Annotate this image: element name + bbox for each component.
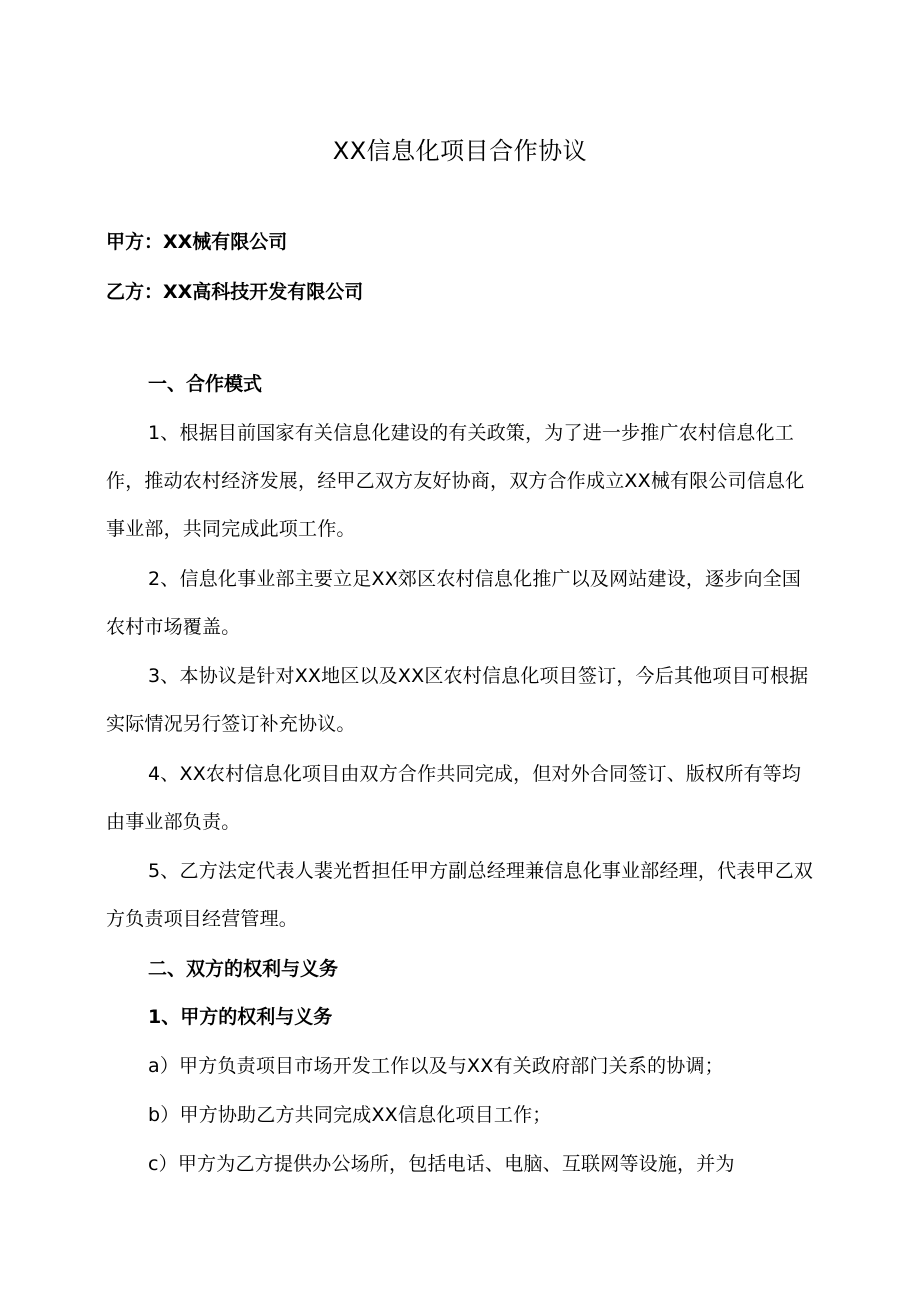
section-1-heading: 一、合作模式	[148, 373, 263, 395]
section-1-paragraph-1: 1、根据目前国家有关信息化建设的有关政策，为了进一步推广农村信息化工作，推动农村经济发展，经甲乙双方友好协商，双方合作成立XX械有限公司信息化事业部，共同完成此项工作。	[106, 422, 805, 540]
obligation-item-b: b）甲方协助乙方共同完成XX信息化项目工作；	[148, 1104, 552, 1126]
party-a: 甲方：XX械有限公司	[106, 231, 288, 253]
section-1-paragraph-3: 3、本协议是针对XX地区以及XX区农村信息化项目签订，今后其他项目可根据实际情况另行签订补充协议。	[106, 665, 809, 735]
section-1-paragraph-2: 2、信息化事业部主要立足XX郊区农村信息化推广以及网站建设，逐步向全国农村市场覆盖。	[106, 568, 802, 638]
obligation-item-c: c）甲方为乙方提供办公场所，包括电话、电脑、互联网等设施，并为	[148, 1153, 735, 1175]
section-2-subheading: 1、甲方的权利与义务	[148, 1006, 333, 1028]
section-1-paragraph-4: 4、XX农村信息化项目由双方合作共同完成，但对外合同签订、版权所有等均由事业部负责。	[106, 763, 802, 833]
document-title: XX信息化项目合作协议	[332, 137, 588, 165]
section-2-heading: 二、双方的权利与义务	[148, 958, 339, 980]
obligation-item-a: a）甲方负责项目市场开发工作以及与XX有关政府部门关系的协调；	[148, 1055, 724, 1077]
party-b: 乙方：XX高科技开发有限公司	[106, 281, 364, 303]
section-1-paragraph-5: 5、乙方法定代表人裴光哲担任甲方副总经理兼信息化事业部经理，代表甲乙双方负责项目经营管理。	[106, 860, 814, 930]
